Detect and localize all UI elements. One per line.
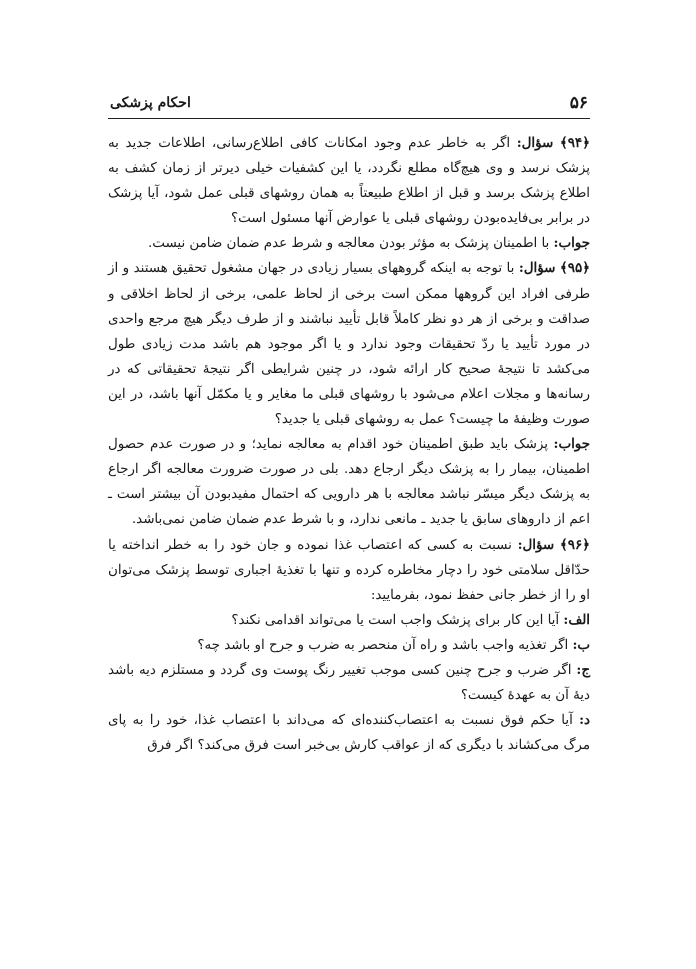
sub-question-label: ج: bbox=[576, 661, 590, 678]
sub-question-text: اگر تغذیه واجب باشد و راه آن منحصر به ضرب و جرح او باشد چه؟ bbox=[197, 637, 573, 653]
question-number: ﴿۹۶﴾ bbox=[559, 536, 590, 553]
sub-question-label: ب: bbox=[572, 636, 590, 653]
question-number: ﴿۹۴﴾ bbox=[559, 135, 590, 151]
sub-question-text: آیا حکم فوق نسبت به اعتصاب‌کننده‌ای که می‌داند با اعتصاب غذا، خود را به پای مرگ می‌کشاند با دیگری که از عواقب کارش بی‌خبر است فرق می‌کند؟ اگر فرق bbox=[108, 713, 590, 754]
question-text: اگر به خاطر عدم وجود امکانات کافی اطلاع‌رسانی، اطلاعات جدید به پزشک نرسد و وی هیچ‌گاه مطلع نگردد، یا این کشفیات خیلی دیرتر از زمان کشف به اطلاع پزشک برسد و قبل از اطلاع طبیعتاً به همان روشهای قبلی عمل شود، آیا پزشک در برابر بی‌فایده‌بودن روشهای قبلی یا عوارض آنها مسئول است؟ bbox=[108, 136, 590, 227]
sub-question-text: اگر ضرب و جرح چنین کسی موجب تغییر رنگ پوست وی گردد و مستلزم دیه باشد دیهٔ آن به عهدهٔ کیست؟ bbox=[108, 662, 590, 704]
page-header bbox=[108, 92, 590, 119]
answer-label: جواب: bbox=[553, 235, 590, 252]
sub-question-be bbox=[108, 633, 590, 658]
question-96 bbox=[108, 533, 590, 608]
question-label: سؤال: bbox=[517, 536, 555, 553]
answer-95 bbox=[108, 432, 590, 532]
question-label: سؤال: bbox=[516, 135, 554, 151]
book-page bbox=[108, 92, 590, 758]
answer-label: جواب: bbox=[553, 436, 590, 453]
answer-text: پزشک باید طبق اطمینان خود اقدام به معالجه نماید؛ و در صورت عدم حصول اطمینان، بیمار را به پزشک دیگر ارجاع دهد. بلی در صورت ضرورت معالجه اگر ارجاع به پزشک دیگر میسّر نباشد معالجه با هر دارویی که احتمال مفیدبودن آن بیشتر است ـ اعم از داروهای سابق یا جدید ـ مانعی ندارد، و با شرط عدم ضمان ضامن نمی‌باشد. bbox=[108, 437, 590, 528]
question-label: سؤال: bbox=[518, 260, 556, 277]
sub-question-text: آیا این کار برای پزشک واجب است یا می‌تواند اقدامی نکند؟ bbox=[231, 612, 564, 628]
question-94 bbox=[108, 131, 590, 231]
answer-94 bbox=[108, 231, 590, 256]
question-95 bbox=[108, 256, 590, 432]
question-text: نسبت به کسی که اعتصاب غذا نموده و جان خود را به خطر انداخته یا حدّاقل سلامتی خود را دچار مخاطره کرده و تنها با تغذیهٔ اجباری توسط پزشک می‌توان او را از خطر جانی حفظ نمود، بفرمایید: bbox=[108, 537, 590, 603]
sub-question-label: الف: bbox=[563, 611, 590, 628]
sub-question-dal bbox=[108, 708, 590, 758]
answer-text: با اطمینان پزشک به مؤثر بودن معالجه و شرط عدم ضمان ضامن نیست. bbox=[148, 236, 554, 252]
question-number: ﴿۹۵﴾ bbox=[559, 260, 590, 277]
sub-question-label: د: bbox=[579, 712, 590, 729]
question-text: با توجه به اینکه گروههای بسیار زیادی در جهان مشغول تحقیق هستند و از طرفی افراد این گروهها ممکن است برخی از لحاظ علمی، برخی از لحاظ اخلاقی و صداقت و برخی از هر دو نظر کاملاً قابل تأیید نباشند و از طرف دیگر هیچ مرجع واحدی در مورد تأیید یا ردّ تحقیقات وجود ندارد و یا اگر موجود هم باشد مدت زیادی طول می‌کشد تا نتیجهٔ صحیح کار ارائه شود، در چنین شرایطی اگر نتیجهٔ تحقیقاتی که در رسانه‌ها و مجلات اعلام می‌شود با روشهای قبلی ما مغایر و یا مکمّل آنها باشد، در این صورت وظیفهٔ ما چیست؟ عمل به روشهای قبلی یا جدید؟ bbox=[108, 261, 590, 428]
page-number: ۵۶ bbox=[569, 93, 588, 113]
sub-question-alef bbox=[108, 608, 590, 633]
sub-question-jim bbox=[108, 658, 590, 708]
running-title: احکام پزشکی bbox=[110, 95, 191, 111]
